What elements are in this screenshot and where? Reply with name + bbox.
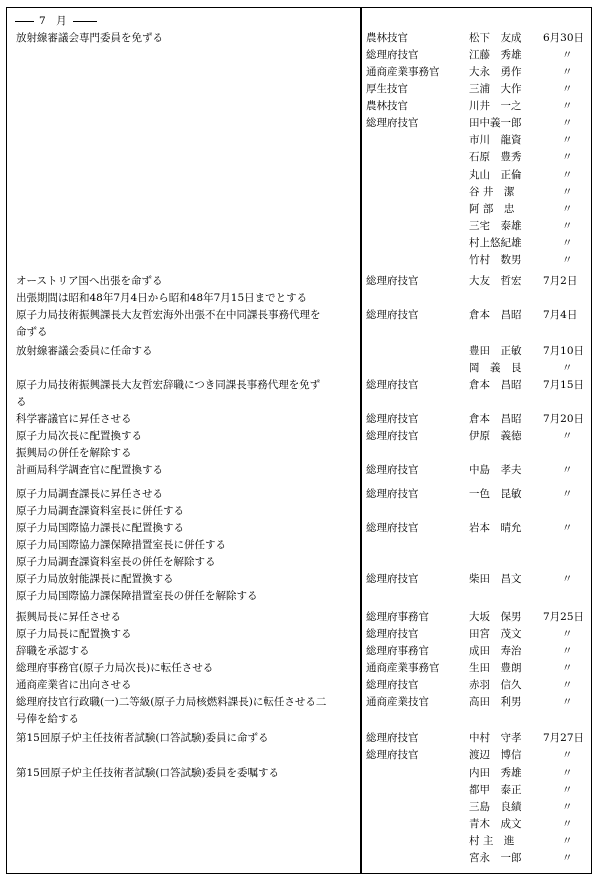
effective-date: 〃	[562, 254, 573, 266]
person-name: 谷 井 潔	[469, 186, 515, 198]
person-name: 成田 寿治	[469, 645, 522, 657]
appointment-action: 原子力局技術振興課長大友哲宏辞職につき同課長事務代理を免ず	[16, 379, 321, 391]
appointment-action: 号俸を給する	[16, 713, 79, 725]
person-name: 竹村 数男	[469, 254, 522, 266]
appointment-action: 原子力局調査課資料室長に併任する	[16, 505, 184, 517]
effective-date: 7月27日	[543, 732, 585, 744]
person-name: 都甲 泰正	[469, 784, 522, 796]
appointment-action: 第15回原子炉主任技術者試験(口答試験)委員を委嘱する	[16, 767, 280, 779]
official-title: 総理府技官	[366, 275, 419, 287]
effective-date: 〃	[562, 522, 573, 534]
effective-date: 〃	[562, 220, 573, 232]
person-name: 倉本 昌昭	[469, 309, 522, 321]
person-name: 三宅 泰雄	[469, 220, 522, 232]
person-name: 伊原 義徳	[469, 430, 522, 442]
appointment-action: 命ずる	[16, 326, 48, 338]
person-name: 田中義一郎	[469, 117, 522, 129]
appointment-action: 原子力局国際協力課保障措置室長の併任を解除する	[16, 590, 258, 602]
appointment-action: 原子力局国際協力課長に配置換する	[16, 522, 184, 534]
appointment-action: 原子力局国際協力課保障措置室長に併任する	[16, 539, 226, 551]
person-name: 倉本 昌昭	[469, 379, 522, 391]
person-name: 江藤 秀雄	[469, 49, 522, 61]
appointment-action: 辞職を承認する	[16, 645, 90, 657]
effective-date: 7月25日	[543, 611, 585, 623]
appointment-action: 出張期間は昭和48年7月4日から昭和48年7月15日までとする	[16, 292, 308, 304]
appointment-action: 通商産業省に出向させる	[16, 679, 132, 691]
person-name: 丸山 正倫	[469, 169, 522, 181]
official-title: 総理府技官	[366, 749, 419, 761]
person-name: 中村 守孝	[469, 732, 522, 744]
official-title: 総理府技官	[366, 430, 419, 442]
official-title: 総理府技官	[366, 413, 419, 425]
person-name: 渡辺 博信	[469, 749, 522, 761]
person-name: 三島 良績	[469, 801, 522, 813]
title-rule-right	[73, 21, 97, 22]
official-title: 総理府技官	[366, 488, 419, 500]
person-name: 大友 哲宏	[469, 275, 522, 287]
official-title: 通商産業事務官	[366, 662, 440, 674]
effective-date: 〃	[562, 83, 573, 95]
effective-date: 7月2日	[543, 275, 578, 287]
person-name: 倉本 昌昭	[469, 413, 522, 425]
person-name: 三浦 大作	[469, 83, 522, 95]
official-title: 総理府事務官	[366, 645, 429, 657]
official-title: 総理府技官	[366, 117, 419, 129]
effective-date: 〃	[562, 169, 573, 181]
person-name: 市川 龍資	[469, 134, 522, 146]
effective-date: 〃	[562, 151, 573, 163]
official-title: 総理府技官	[366, 49, 419, 61]
effective-date: 〃	[562, 203, 573, 215]
person-name: 石原 豊秀	[469, 151, 522, 163]
appointment-action: 原子力局調査課長に昇任させる	[16, 488, 163, 500]
official-title: 総理府技官	[366, 628, 419, 640]
person-name: 岡 義 艮	[469, 362, 522, 374]
appointment-action: 科学審議官に昇任させる	[16, 413, 132, 425]
effective-date: 〃	[562, 66, 573, 78]
appointment-action: 総理府技官行政職(一)二等級(原子力局核燃料課長)に転任させる二	[16, 696, 327, 708]
official-title: 総理府技官	[366, 573, 419, 585]
title-rule-left	[15, 21, 34, 22]
official-title: 厚生技官	[366, 83, 408, 95]
effective-date: 〃	[562, 784, 573, 796]
effective-date: 7月15日	[543, 379, 585, 391]
official-title: 総理府技官	[366, 379, 419, 391]
official-title: 総理府技官	[366, 522, 419, 534]
effective-date: 〃	[562, 818, 573, 830]
appointment-action: る	[16, 396, 27, 408]
effective-date: 〃	[562, 573, 573, 585]
appointment-action: 原子力局長に配置換する	[16, 628, 132, 640]
person-name: 宮永 一郎	[469, 852, 522, 864]
official-title: 総理府技官	[366, 464, 419, 476]
person-name: 青木 成文	[469, 818, 522, 830]
official-title: 総理府技官	[366, 679, 419, 691]
appointment-action: オーストリア国へ出張を命ずる	[16, 275, 163, 287]
effective-date: 〃	[562, 464, 573, 476]
official-title: 農林技官	[366, 100, 408, 112]
person-name: 大永 勇作	[469, 66, 522, 78]
person-name: 豊田 正敏	[469, 345, 522, 357]
appointment-action: 放射線審議会専門委員を免ずる	[16, 32, 163, 44]
effective-date: 〃	[562, 362, 573, 374]
effective-date: 〃	[562, 749, 573, 761]
person-name: 阿 部 忠	[469, 203, 515, 215]
person-name: 田宮 茂文	[469, 628, 522, 640]
official-title: 通商産業事務官	[366, 66, 440, 78]
effective-date: 〃	[562, 628, 573, 640]
column-divider	[360, 7, 362, 874]
official-title: 総理府技官	[366, 732, 419, 744]
person-name: 村上悠紀雄	[469, 237, 522, 249]
effective-date: 7月20日	[543, 413, 585, 425]
appointment-action: 計画局科学調査官に配置換する	[16, 464, 163, 476]
effective-date: 〃	[562, 662, 573, 674]
effective-date: 〃	[562, 430, 573, 442]
appointment-action: 振興局の併任を解除する	[16, 447, 132, 459]
official-title: 総理府事務官	[366, 611, 429, 623]
person-name: 松下 友成	[469, 32, 522, 44]
person-name: 生田 豊朗	[469, 662, 522, 674]
effective-date: 〃	[562, 134, 573, 146]
person-name: 赤羽 信久	[469, 679, 522, 691]
effective-date: 〃	[562, 645, 573, 657]
effective-date: 〃	[562, 852, 573, 864]
appointment-action: 放射線審議会委員に任命する	[16, 345, 153, 357]
person-name: 柴田 昌文	[469, 573, 522, 585]
person-name: 高田 利男	[469, 696, 522, 708]
appointment-action: 第15回原子炉主任技術者試験(口答試験)委員に命ずる	[16, 732, 269, 744]
appointment-action: 原子力局調査課資料室長の併任を解除する	[16, 556, 216, 568]
effective-date: 〃	[562, 835, 573, 847]
official-title: 農林技官	[366, 32, 408, 44]
appointment-action: 原子力局技術振興課長大友哲宏海外出張不在中同課長事務代理を	[16, 309, 321, 321]
person-name: 川井 一之	[469, 100, 522, 112]
effective-date: 〃	[562, 696, 573, 708]
appointment-action: 総理府事務官(原子力局次長)に転任させる	[16, 662, 214, 674]
effective-date: 7月10日	[543, 345, 585, 357]
effective-date: 7月4日	[543, 309, 578, 321]
person-name: 一色 昆敏	[469, 488, 522, 500]
appointment-action: 原子力局放射能課長に配置換する	[16, 573, 174, 585]
effective-date: 〃	[562, 117, 573, 129]
effective-date: 〃	[562, 488, 573, 500]
person-name: 内田 秀雄	[469, 767, 522, 779]
person-name: 岩本 晴允	[469, 522, 522, 534]
effective-date: 〃	[562, 237, 573, 249]
effective-date: 〃	[562, 679, 573, 691]
effective-date: 6月30日	[543, 32, 585, 44]
appointment-action: 原子力局次長に配置換する	[16, 430, 142, 442]
effective-date: 〃	[562, 186, 573, 198]
effective-date: 〃	[562, 801, 573, 813]
effective-date: 〃	[562, 49, 573, 61]
effective-date: 〃	[562, 767, 573, 779]
effective-date: 〃	[562, 100, 573, 112]
appointment-action: 振興局長に昇任させる	[16, 611, 121, 623]
section-title: 7 月	[39, 15, 67, 27]
person-name: 中島 孝夫	[469, 464, 522, 476]
person-name: 大坂 保男	[469, 611, 522, 623]
official-title: 総理府技官	[366, 309, 419, 321]
person-name: 村 主 進	[469, 835, 515, 847]
official-title: 通商産業技官	[366, 696, 429, 708]
